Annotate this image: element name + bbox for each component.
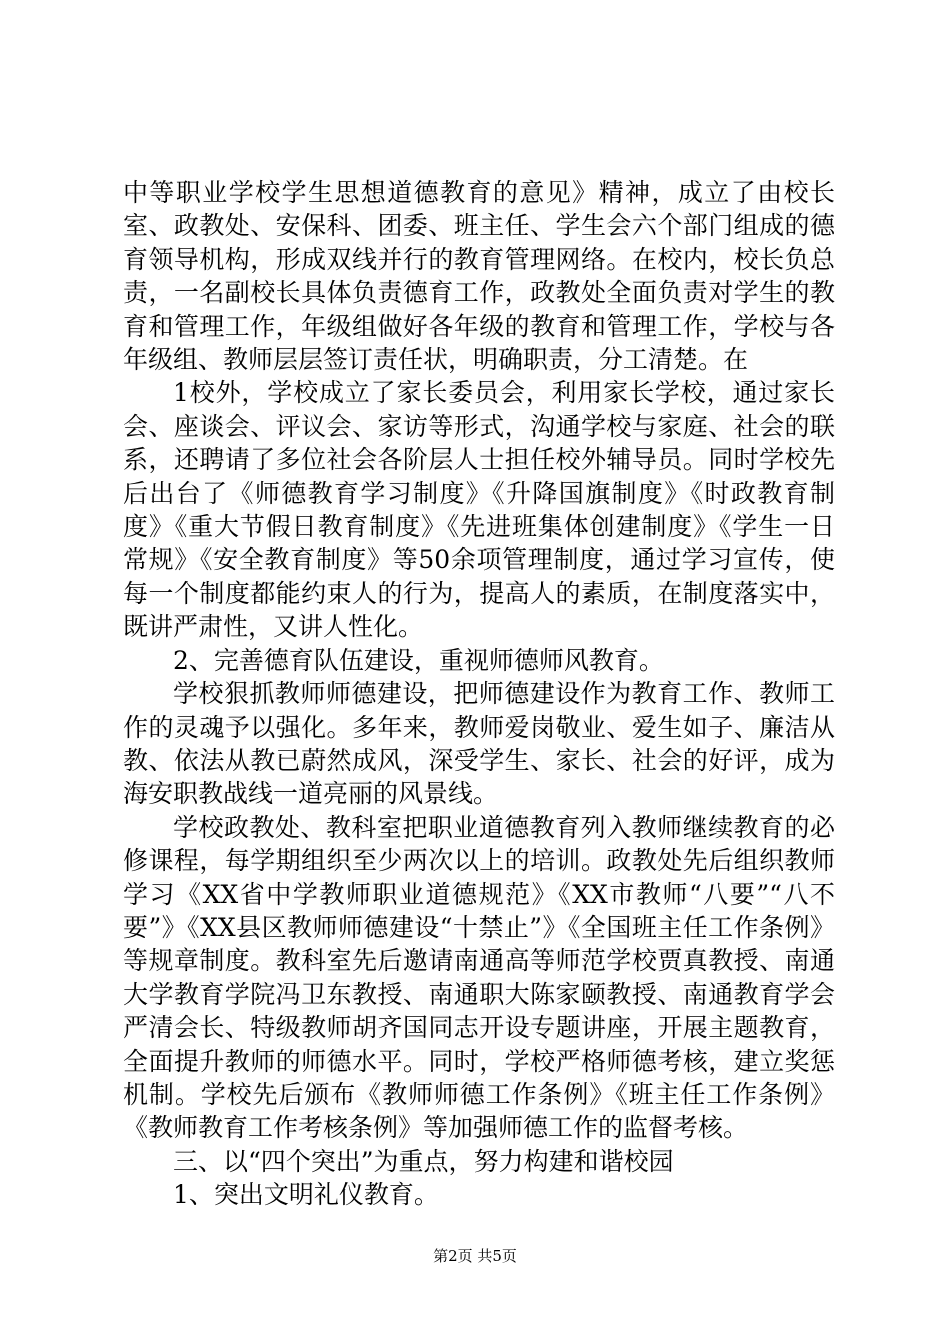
section-heading-2: 2、完善德育队伍建设，重视师德师风教育。 [173,645,664,675]
subsection-heading-1: 1、突出文明礼仪教育。 [173,1180,439,1210]
paragraph-4: 学校政教处、教科室把职业道德教育列入教师继续教育的必修课程，每学期组织至少两次以上的培训。政教处先后组织教师学习《XX省中学教师职业道德规范》《XX市教师“八要”“八不要”》《XX县区教师师德建设“十禁止”》《全国班主任工作条例》等规章制度。教科室先后邀请南通高等师范学校贾真教授、南通大学教育学院冯卫东教授、南通职大陈家颐教授、南通教育学会严清会长、特级教师胡齐国同志开设专题讲座，开展主题教育，全面提升教师的师德水平。同时，学校严格师德考核，建立奖惩机制。学校先后颁布《教师师德工作条例》《班主任工作条例》《教师教育工作考核条例》等加强师德工作的监督考核。 [123,812,835,1143]
paragraph-1: 中等职业学校学生思想道德教育的意见》精神，成立了由校长室、政教处、安保科、团委、班主任、学生会六个部门组成的德育领导机构，形成双线并行的教育管理网络。在校内，校长负总责，一名副校长具体负责德育工作，政教处全面负责对学生的教育和管理工作，年级组做好各年级的教育和管理工作，学校与各年级组、教师层层签订责任状，明确职责，分工清楚。在 [123,178,835,375]
paragraph-2: 1校外，学校成立了家长委员会，利用家长学校，通过家长会、座谈会、评议会、家访等形式，沟通学校与家庭、社会的联系，还聘请了多位社会各阶层人士担任校外辅导员。同时学校先后出台了《师德教育学习制度》《升降国旗制度》《时政教育制度》《重大节假日教育制度》《先进班集体创建制度》《学生一日常规》《安全教育制度》等50余项管理制度，通过学习宣传，使每一个制度都能约束人的行为，提高人的素质，在制度落实中，既讲严肃性，又讲人性化。 [123,378,835,642]
paragraph-3: 学校狠抓教师师德建设，把师德建设作为教育工作、教师工作的灵魂予以强化。多年来，教师爱岗敬业、爱生如子、廉洁从教、依法从教已蔚然成风，深受学生、家长、社会的好评，成为海安职教战线一道亮丽的风景线。 [123,679,835,809]
section-heading-3: 三、以“四个突出”为重点，努力构建和谐校园 [173,1146,674,1176]
document-body [123,176,835,1212]
page-number-footer: 第2页 共5页 [433,1247,517,1265]
